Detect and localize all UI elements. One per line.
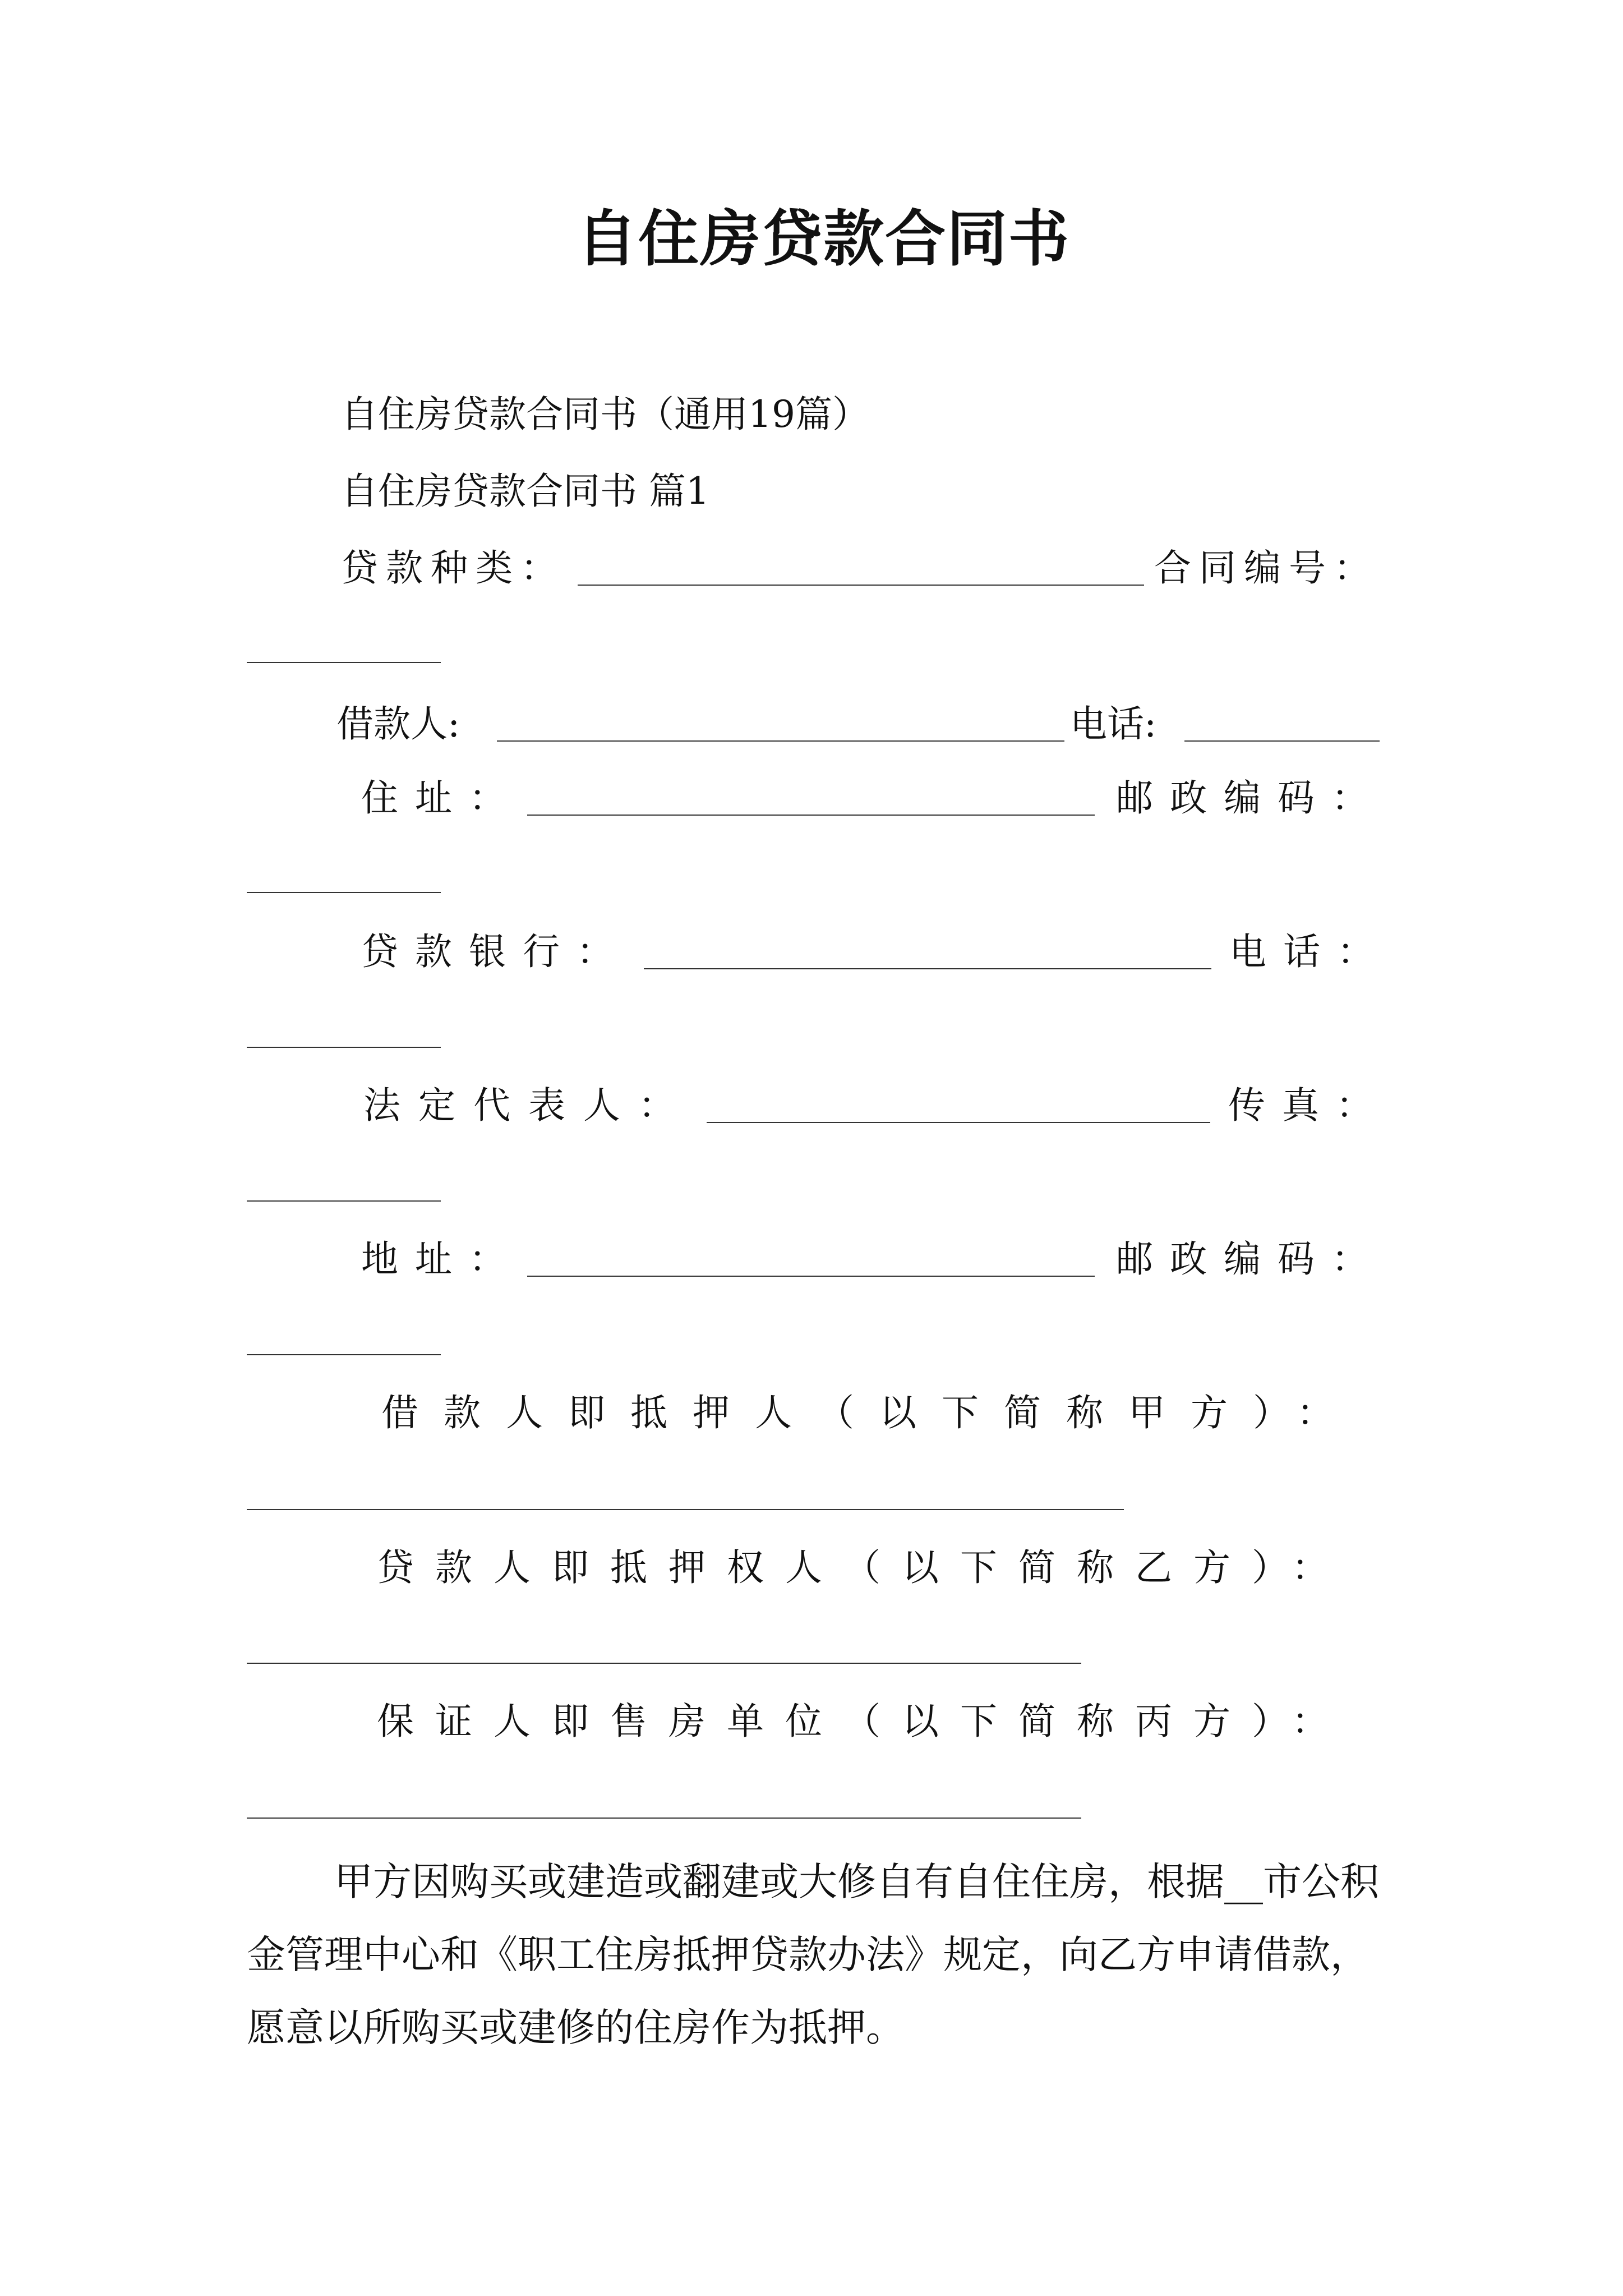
- party-b-blank: [247, 1663, 1081, 1664]
- address-blank: [527, 815, 1095, 816]
- address-label: 住址：: [361, 776, 523, 820]
- party-a-label: 借款人即抵押人（以下简称甲方）：: [381, 1391, 1359, 1434]
- fax-label: 传真：: [1228, 1084, 1390, 1127]
- body-paragraph-text: 甲方因购买或建造或翻建或大修自有自住住房，根据__市公积金管理中心和《职工住房抵押贷款办法》规定，向乙方申请借款，愿意以所购买或建修的住房作为抵押。: [247, 1860, 1379, 2050]
- borrower-phone-blank: [1184, 740, 1380, 742]
- borrower-label: 借款人:: [336, 702, 460, 746]
- loan-type-blank: [578, 585, 1144, 586]
- postal-code-blank: [247, 892, 441, 893]
- party-c-blank: [247, 1818, 1081, 1819]
- loan-type-label: 贷款种类：: [341, 546, 565, 590]
- contract-no-blank: [247, 662, 441, 663]
- party-c-label: 保证人即售房单位（以下简称丙方）：: [377, 1700, 1350, 1743]
- lending-bank-blank: [644, 968, 1211, 969]
- bank-address-label: 地址：: [361, 1237, 523, 1281]
- bank-phone-blank: [247, 1047, 441, 1048]
- bank-postal-code-label: 邮政编码：: [1116, 1237, 1385, 1281]
- legal-rep-blank: [707, 1122, 1210, 1123]
- bank-postal-code-blank: [247, 1354, 441, 1355]
- party-b-label: 贷款人即抵押权人（以下简称乙方）：: [377, 1546, 1350, 1589]
- party-a-blank: [247, 1509, 1124, 1510]
- postal-code-label: 邮政编码：: [1116, 776, 1385, 820]
- body-paragraph: [247, 1846, 1382, 2064]
- lending-bank-label: 贷款银行：: [361, 930, 630, 973]
- section-heading: 自住房贷款合同书 篇1: [341, 470, 709, 513]
- bank-phone-label: 电话：: [1229, 930, 1391, 973]
- document-subtitle: 自住房贷款合同书（通用19篇）: [341, 393, 869, 436]
- document-title: 自住房贷款合同书: [577, 204, 1071, 274]
- contract-no-label: 合同编号：: [1154, 546, 1378, 590]
- fax-blank: [247, 1200, 441, 1202]
- borrower-blank: [497, 740, 1064, 742]
- borrower-phone-label: 电话:: [1070, 702, 1157, 746]
- legal-rep-label: 法定代表人：: [363, 1084, 693, 1127]
- bank-address-blank: [527, 1276, 1095, 1277]
